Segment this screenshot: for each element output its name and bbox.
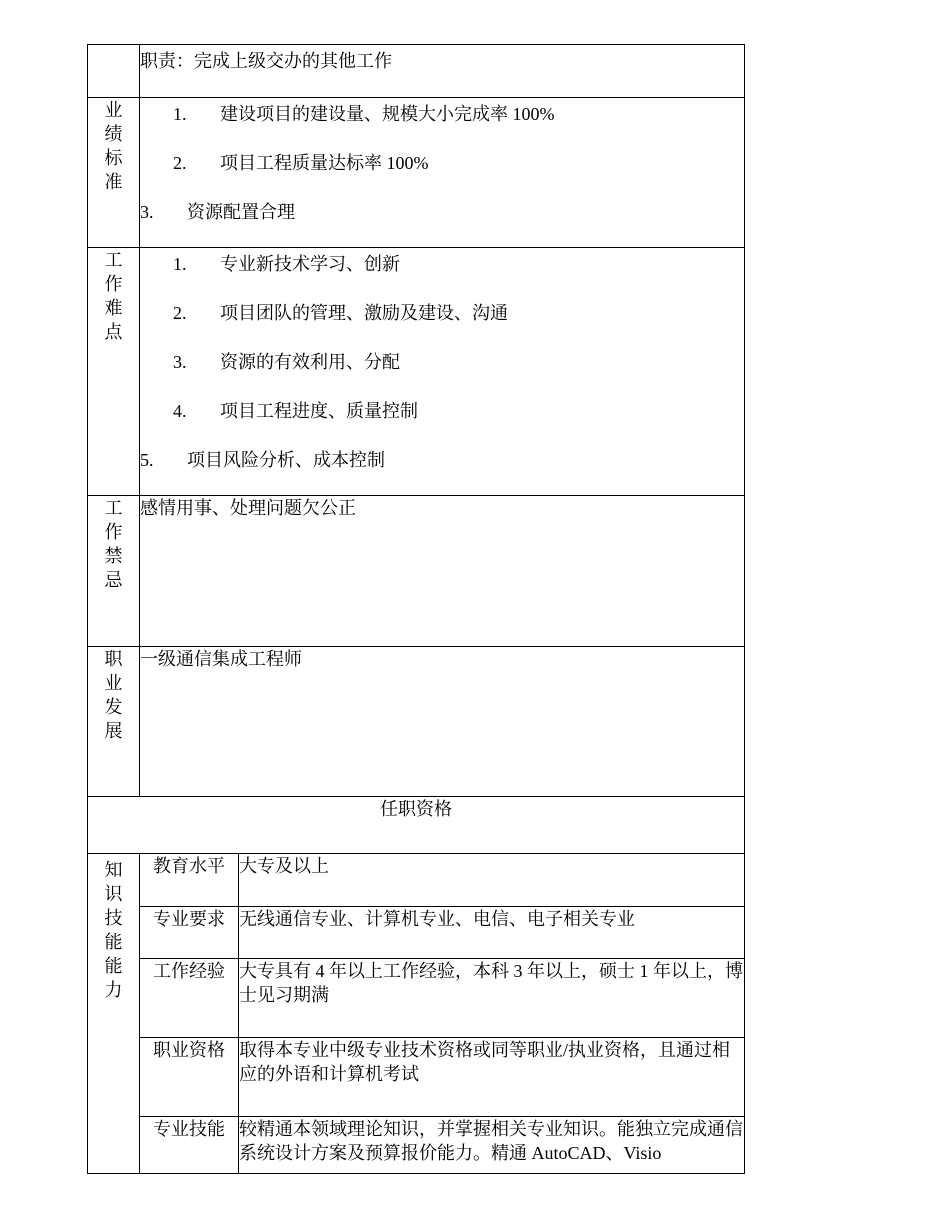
table-row xyxy=(88,1117,745,1174)
list-item: 5. 项目风险分析、成本控制 xyxy=(140,450,385,470)
difficulties-label: 工 作 难 点 xyxy=(88,248,140,496)
skills-label: 专业技能 xyxy=(140,1117,239,1174)
difficulties-list xyxy=(140,248,745,496)
major-label: 专业要求 xyxy=(140,907,239,959)
qualifications-header-row xyxy=(88,797,745,854)
list-item: 1. 专业新技术学习、创新 xyxy=(173,254,400,274)
list-item: 2. 项目工程质量达标率 100% xyxy=(173,153,429,173)
taboos-label: 工 作 禁 忌 xyxy=(88,496,140,647)
career-label: 职 业 发 展 xyxy=(88,647,140,797)
education-label: 教育水平 xyxy=(140,854,239,907)
table-row xyxy=(88,1038,745,1117)
taboos-text: 感情用事、处理问题欠公正 xyxy=(140,496,745,647)
table-row xyxy=(88,854,745,907)
certification-label: 职业资格 xyxy=(140,1038,239,1117)
experience-label: 工作经验 xyxy=(140,959,239,1038)
job-description-table xyxy=(87,44,745,1174)
career-text: 一级通信集成工程师 xyxy=(140,647,745,797)
list-item: 1. 建设项目的建设量、规模大小完成率 100% xyxy=(173,104,555,124)
duty-row xyxy=(88,45,745,98)
list-item: 2. 项目团队的管理、激励及建设、沟通 xyxy=(173,303,508,323)
performance-list xyxy=(140,98,745,248)
list-item: 3. 资源的有效利用、分配 xyxy=(173,352,400,372)
duty-text: 职责：完成上级交办的其他工作 xyxy=(140,45,745,98)
difficulties-row xyxy=(88,248,745,496)
performance-row xyxy=(88,98,745,248)
performance-label: 业 绩 标 准 xyxy=(88,98,140,248)
list-item: 4. 项目工程进度、质量控制 xyxy=(173,401,418,421)
qualifications-title: 任职资格 xyxy=(88,797,745,854)
career-row xyxy=(88,647,745,797)
list-item: 3. 资源配置合理 xyxy=(140,202,295,222)
major-value: 无线通信专业、计算机专业、电信、电子相关专业 xyxy=(239,907,745,959)
certification-value: 取得本专业中级专业技术资格或同等职业/执业资格，且通过相应的外语和计算机考试 xyxy=(239,1038,745,1117)
qualifications-label: 知 识 技 能 能 力 xyxy=(88,854,140,1174)
table-row xyxy=(88,959,745,1038)
skills-value: 较精通本领域理论知识，并掌握相关专业知识。能独立完成通信系统设计方案及预算报价能力。精通 AutoCAD、Visio xyxy=(239,1117,745,1174)
table-row xyxy=(88,907,745,959)
duty-label-cell xyxy=(88,45,140,98)
taboos-row xyxy=(88,496,745,647)
experience-value: 大专具有 4 年以上工作经验，本科 3 年以上，硕士 1 年以上，博士见习期满 xyxy=(239,959,745,1038)
education-value: 大专及以上 xyxy=(239,854,745,907)
